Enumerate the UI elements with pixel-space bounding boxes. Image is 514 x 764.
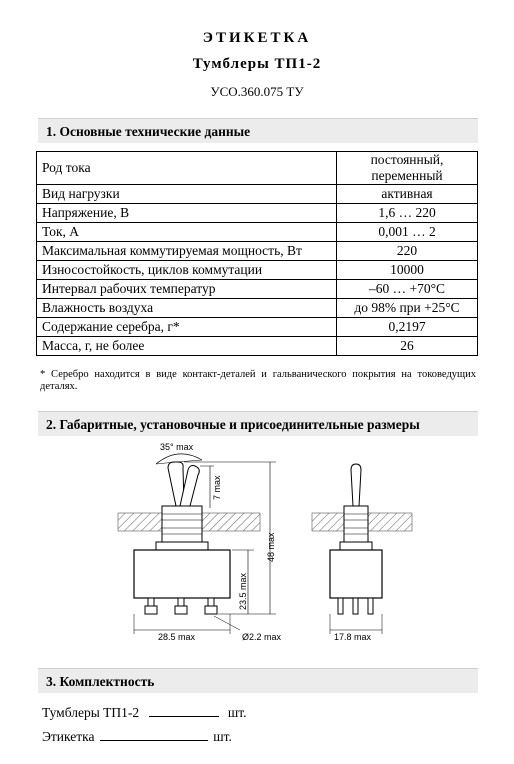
- spec-row: [37, 261, 478, 280]
- body-dimension: 23.5 max: [238, 572, 248, 610]
- spec-param: Род тока: [37, 152, 337, 185]
- document-code: УСО.360.075 ТУ: [210, 84, 304, 99]
- spec-value: 10000: [337, 261, 478, 280]
- spec-value: 0,2197: [337, 318, 478, 337]
- spec-value: 220: [337, 242, 478, 261]
- kit-item-switches: Тумблеры ТП1-2: [42, 705, 140, 720]
- spec-param: Максимальная коммутируемая мощность, Вт: [37, 242, 337, 261]
- spec-value: –60 … +70°С: [337, 280, 478, 299]
- height-dimension: 48 max: [266, 532, 276, 562]
- spec-param: Напряжение, В: [37, 204, 337, 223]
- spec-value: 26: [337, 337, 478, 356]
- label-title: ЭТИКЕТКА: [202, 30, 312, 46]
- spec-param: Износостойкость, циклов коммутации: [37, 261, 337, 280]
- quantity-blank-switches[interactable]: [149, 704, 219, 717]
- spec-row: [37, 318, 478, 337]
- depth-dimension: 17.8 max: [334, 632, 372, 642]
- quantity-blank-label[interactable]: [100, 728, 208, 741]
- front-view: [118, 442, 282, 642]
- dimension-drawing: [98, 438, 418, 648]
- spec-param: Ток, А: [37, 223, 337, 242]
- spec-row: [37, 152, 478, 185]
- kit-line-switches: [42, 704, 247, 721]
- spec-row: [37, 280, 478, 299]
- spec-param: Влажность воздуха: [37, 299, 337, 318]
- unit-label: шт.: [213, 729, 232, 744]
- spec-row: [37, 299, 478, 318]
- lever-dimension: 7 max: [212, 475, 222, 500]
- kit-item-label: Этикетка: [42, 729, 95, 744]
- spec-row: [37, 242, 478, 261]
- spec-value: постоянный, переменный: [337, 152, 478, 185]
- spec-param: Масса, г, не более: [37, 337, 337, 356]
- width-dimension: 28.5 max: [158, 632, 196, 642]
- spec-param: Интервал рабочих температур: [37, 280, 337, 299]
- spec-value: до 98% при +25°С: [337, 299, 478, 318]
- specifications-table: [36, 151, 478, 356]
- footnote: * Серебро находится в виде контакт-деталей и гальванического покрытия на токоведущих деталях.: [40, 369, 476, 392]
- spec-value: 1,6 … 220: [337, 204, 478, 223]
- side-view: [312, 464, 412, 642]
- angle-dimension: 35° max: [160, 442, 194, 452]
- pin-dimension: Ø2.2 max: [242, 632, 282, 642]
- spec-row: [37, 337, 478, 356]
- spec-value: 0,001 … 2: [337, 223, 478, 242]
- spec-value: активная: [337, 185, 478, 204]
- spec-param: Вид нагрузки: [37, 185, 337, 204]
- spec-param: Содержание серебра, г*: [37, 318, 337, 337]
- unit-switches: шт.: [227, 705, 247, 720]
- section-1-heading: 1. Основные технические данные: [38, 118, 478, 143]
- spec-row: [37, 223, 478, 242]
- kit-line-label: [42, 728, 232, 745]
- spec-row: [37, 185, 478, 204]
- spec-row: [37, 204, 478, 223]
- product-name: Тумблеры ТП1-2: [192, 56, 322, 72]
- section-3-heading: 3. Комплектность: [38, 668, 478, 693]
- section-2-heading: 2. Габаритные, установочные и присоединительные размеры: [38, 411, 478, 436]
